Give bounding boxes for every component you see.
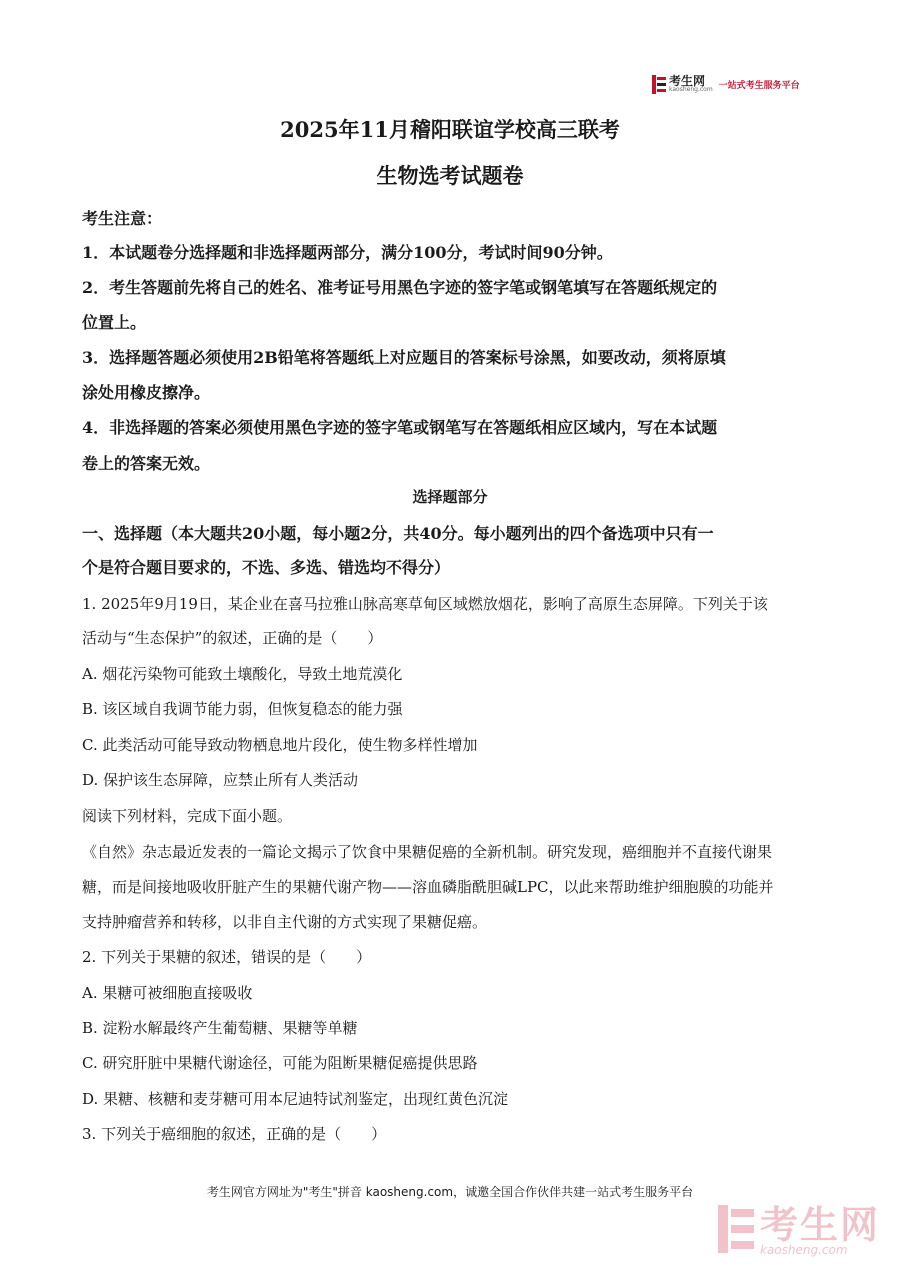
logo-name: 考生网 [669,74,706,88]
q1-stem: 1. 2025年9月19日，某企业在喜马拉雅山脉高寒草甸区域燃放烟花，影响了高原生态屏障。下列关于该 [82,595,768,613]
material-line-1: 《自然》杂志最近发表的一篇论文揭示了饮食中果糖促癌的全新机制。研究发现，癌细胞并不直接代谢果 [82,843,773,861]
q2-option-b: B. 淀粉水解最终产生葡萄糖、果糖等单糖 [82,1019,358,1037]
notice-item-3-cont: 涂处用橡皮擦净。 [82,383,211,402]
header-logo [652,73,800,95]
watermark-name: 考生网 [760,1203,881,1247]
logo-slogan: 一站式考生服务平台 [718,80,800,91]
notice-item-3: 3．选择题答题必须使用2B铅笔将答题纸上对应题目的答案标号涂黑，如要改动，须将原填 [82,348,726,367]
footer-text: 考生网官方网址为"考生"拼音 kaosheng.com，诚邀全国合作伙伴共建一站式考生服务平台 [206,1185,694,1199]
q1-option-b: B. 该区域自我调节能力弱，但恢复稳态的能力强 [82,700,403,718]
exam-title: 2025年11月稽阳联谊学校高三联考 [280,117,620,142]
q2-option-a: A. 果糖可被细胞直接吸收 [82,984,253,1002]
notice-item-4-cont: 卷上的答案无效。 [82,454,211,473]
kaosheng-logo-icon [652,75,666,94]
q2-option-c: C. 研究肝脏中果糖代谢途径，可能为阻断果糖促癌提供思路 [82,1054,478,1072]
logo-domain: kaosheng.com [669,86,713,93]
notice-item-1: 1．本试题卷分选择题和非选择题两部分，满分100分，考试时间90分钟。 [82,243,613,262]
material-line-3: 支持肿瘤营养和转移，以非自主代谢的方式实现了果糖促癌。 [82,913,488,931]
notice-item-2-cont: 位置上。 [82,313,147,332]
q1-option-d: D. 保护该生态屏障，应禁止所有人类活动 [82,771,359,789]
q1-option-c: C. 此类活动可能导致动物栖息地片段化，使生物多样性增加 [82,736,478,754]
q2-option-d: D. 果糖、核糖和麦芽糖可用本尼迪特试剂鉴定，出现红黄色沉淀 [82,1090,509,1108]
section-title: 选择题部分 [412,488,488,506]
exam-subtitle: 生物选考试题卷 [376,163,524,188]
q1-stem-cont: 活动与“生态保护”的叙述，正确的是（ ） [82,629,383,647]
q2-stem: 2. 下列关于果糖的叙述，错误的是（ ） [82,948,372,966]
watermark [718,1205,880,1257]
notice-heading: 考生注意： [82,209,163,228]
material-line-2: 糖，而是间接地吸收肝脏产生的果糖代谢产物——溶血磷脂酰胆碱LPC，以此来帮助维护细胞膜的功能并 [82,878,774,896]
notice-item-4: 4．非选择题的答案必须使用黑色字迹的签字笔或钢笔写在答题纸相应区域内，写在本试题 [82,418,718,437]
part1-instructions: 一、选择题（本大题共20小题，每小题2分，共40分。每小题列出的四个备选项中只有一 [82,524,714,543]
material-intro: 阅读下列材料，完成下面小题。 [82,807,293,825]
watermark-domain: kaosheng.com [760,1243,848,1257]
part1-instructions-cont: 个是符合题目要求的，不选、多选、错选均不得分） [82,558,451,577]
q3-stem: 3. 下列关于癌细胞的叙述，正确的是（ ） [82,1125,387,1143]
notice-item-2: 2．考生答题前先将自己的姓名、准考证号用黑色字迹的签字笔或钢笔填写在答题纸规定的 [82,278,718,297]
watermark-logo-icon [718,1205,754,1257]
q1-option-a: A. 烟花污染物可能致土壤酸化，导致土地荒漠化 [82,665,403,683]
